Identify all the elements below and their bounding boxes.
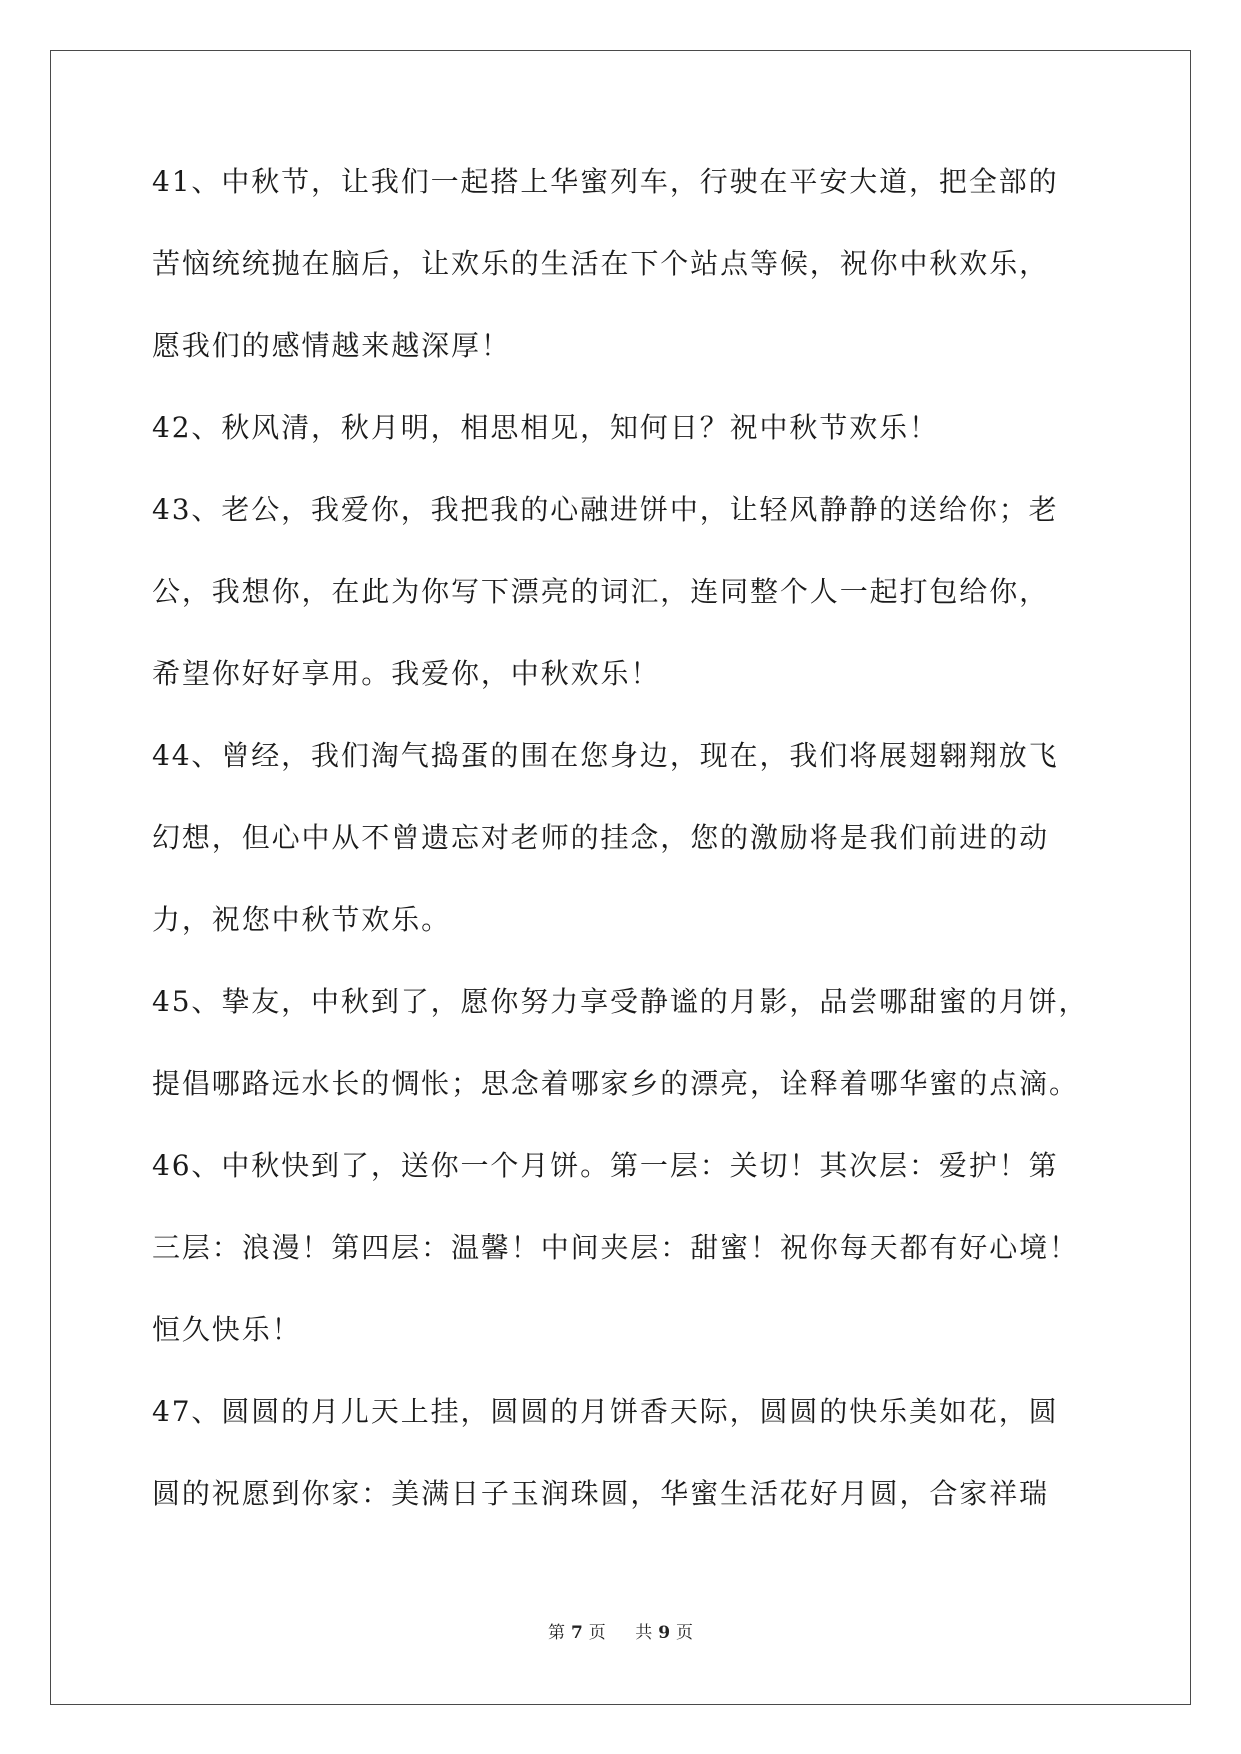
text-line: 力，祝您中秋节欢乐。 <box>152 903 452 936</box>
text-line: 恒久快乐！ <box>152 1313 302 1346</box>
page-prefix: 第 <box>547 1623 565 1643</box>
document-body <box>152 158 1092 1552</box>
text-line: 46、中秋快到了，送你一个月饼。第一层：关切！其次层：爱护！第 <box>152 1149 1059 1182</box>
page-footer <box>0 1618 1241 1643</box>
page-suffix: 页 <box>588 1623 606 1643</box>
total-suffix: 页 <box>676 1623 694 1643</box>
text-line: 42、秋风清，秋月明，相思相见，知何日？祝中秋节欢乐！ <box>152 411 939 444</box>
text-line: 公，我想你，在此为你写下漂亮的词汇，连同整个人一起打包给你， <box>152 575 1050 608</box>
total-pages: 9 <box>658 1623 671 1643</box>
text-line: 愿我们的感情越来越深厚！ <box>152 329 511 362</box>
text-line: 45、挚友，中秋到了，愿你努力享受静谧的月影，品尝哪甜蜜的月饼， <box>152 985 1089 1018</box>
text-line: 苦恼统统抛在脑后，让欢乐的生活在下个站点等候，祝你中秋欢乐， <box>152 247 1050 280</box>
text-line: 三层：浪漫！第四层：温馨！中间夹层：甜蜜！祝你每天都有好心境！ <box>152 1231 1079 1264</box>
text-line: 44、曾经，我们淘气捣蛋的围在您身边，现在，我们将展翅翱翔放飞 <box>152 739 1059 772</box>
text-line: 47、圆圆的月儿天上挂，圆圆的月饼香天际，圆圆的快乐美如花，圆 <box>152 1395 1059 1428</box>
text-line: 幻想，但心中从不曾遗忘对老师的挂念，您的激励将是我们前进的动 <box>152 821 1050 854</box>
text-line: 希望你好好享用。我爱你，中秋欢乐！ <box>152 657 661 690</box>
text-line: 43、老公，我爱你，我把我的心融进饼中，让轻风静静的送给你；老 <box>152 493 1059 526</box>
text-line: 圆的祝愿到你家：美满日子玉润珠圆，华蜜生活花好月圆，合家祥瑞 <box>152 1477 1050 1510</box>
text-line: 提倡哪路远水长的惆怅；思念着哪家乡的漂亮，诠释着哪华蜜的点滴。 <box>152 1067 1079 1100</box>
text-line: 41、中秋节，让我们一起搭上华蜜列车，行驶在平安大道，把全部的 <box>152 165 1059 198</box>
page-total <box>629 1623 699 1643</box>
current-page: 7 <box>570 1623 583 1643</box>
page-number <box>542 1623 612 1643</box>
total-prefix: 共 <box>635 1623 653 1643</box>
